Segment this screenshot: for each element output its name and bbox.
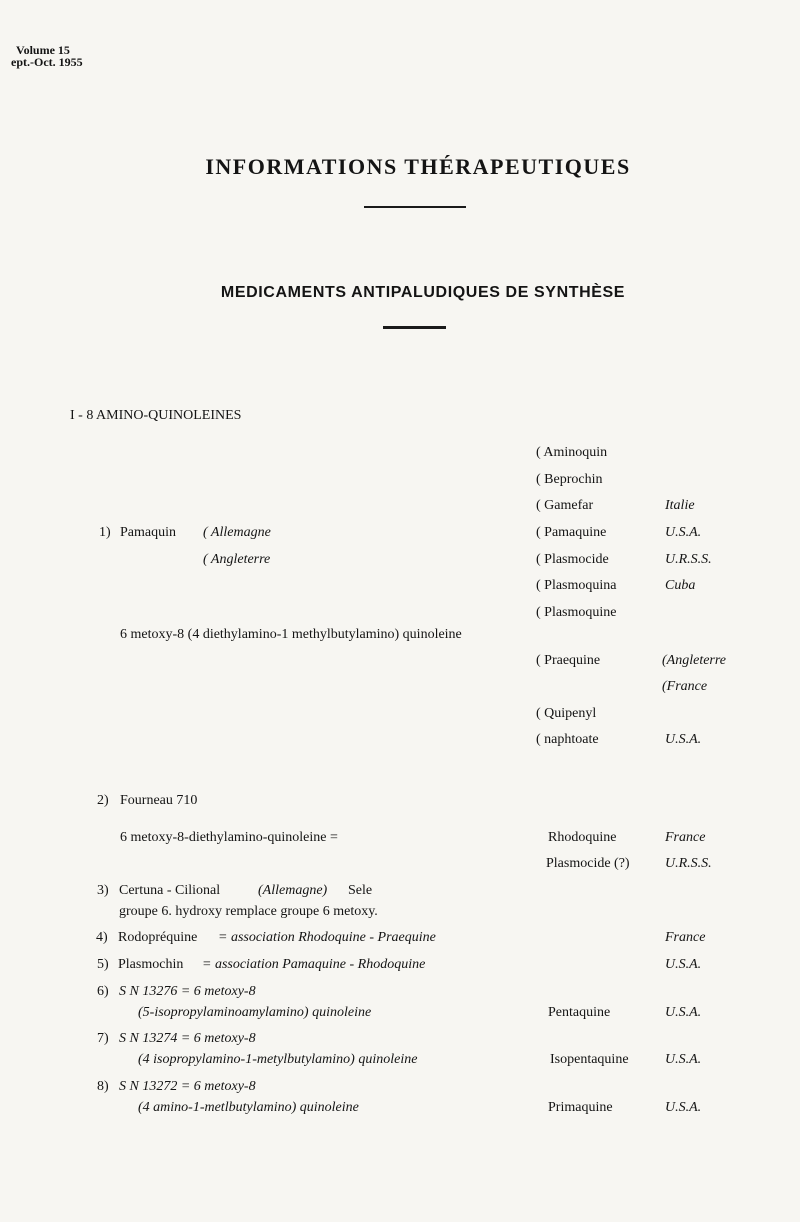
item-number: 8) bbox=[97, 1079, 109, 1094]
item-country: U.S.A. bbox=[665, 957, 702, 972]
item-formula: (5-isopropylaminoamylamino) quinoleine bbox=[138, 1005, 372, 1020]
page-subtitle: MEDICAMENTS ANTIPALUDIQUES DE SYNTHÈSE bbox=[220, 284, 626, 301]
item-formula: 6 metoxy-8-diethylamino-quinoleine = bbox=[120, 830, 338, 845]
item-name: Pamaquin bbox=[120, 525, 176, 540]
item-number: 5) bbox=[97, 957, 109, 972]
item-origin: ( Allemagne bbox=[203, 525, 271, 540]
item-code: S N 13274 = 6 metoxy-8 bbox=[119, 1031, 256, 1046]
item-extra: Sele bbox=[348, 883, 373, 898]
item-origin: ( Angleterre bbox=[203, 552, 271, 567]
item-description: = association Rhodoquine - Praequine bbox=[218, 930, 436, 945]
product-country: U.S.A. bbox=[665, 1100, 702, 1115]
subtitle-divider bbox=[383, 326, 446, 329]
synonym-country: (Angleterre bbox=[662, 653, 727, 668]
item-code: S N 13272 = 6 metoxy-8 bbox=[119, 1079, 256, 1094]
item-number: 7) bbox=[97, 1031, 109, 1046]
product-country: France bbox=[665, 830, 706, 845]
item-country: France bbox=[665, 930, 706, 945]
synonym-name: ( Plasmocide bbox=[536, 552, 609, 567]
item-number: 2) bbox=[97, 793, 109, 808]
synonym-country: U.S.A. bbox=[665, 732, 702, 747]
synonym-name: ( Plasmoquina bbox=[536, 578, 617, 593]
item-number: 3) bbox=[97, 883, 109, 898]
product-country: U.S.A. bbox=[665, 1005, 702, 1020]
item-code: S N 13276 = 6 metoxy-8 bbox=[119, 984, 256, 999]
synonym-country: Cuba bbox=[665, 578, 696, 593]
item-name: Certuna - Cilional bbox=[119, 883, 221, 898]
issue-label: ept.-Oct. 1955 bbox=[11, 55, 83, 69]
product-name: Rhodoquine bbox=[548, 830, 617, 845]
synonym-name: ( Beprochin bbox=[536, 472, 603, 487]
item-note: groupe 6. hydroxy remplace groupe 6 metoxy. bbox=[119, 904, 378, 919]
item-number: 4) bbox=[96, 930, 108, 945]
item-name: Fourneau 710 bbox=[120, 793, 198, 808]
synonym-name: ( Quipenyl bbox=[536, 706, 597, 721]
page-title: INFORMATIONS THÉRAPEUTIQUES bbox=[205, 154, 631, 179]
synonym-name: ( Aminoquin bbox=[536, 445, 608, 460]
synonym-name: ( Praequine bbox=[536, 653, 601, 668]
item-number: 6) bbox=[97, 984, 109, 999]
item-name: Rodopréquine bbox=[118, 930, 198, 945]
item-formula: (4 amino-1-metlbutylamino) quinoleine bbox=[138, 1100, 359, 1115]
synonym-country: (France bbox=[662, 679, 708, 694]
synonym-name: ( Gamefar bbox=[536, 498, 594, 513]
item-description: = association Pamaquine - Rhodoquine bbox=[202, 957, 426, 972]
section-heading: I - 8 AMINO-QUINOLEINES bbox=[70, 408, 242, 423]
synonym-name: ( Pamaquine bbox=[536, 525, 607, 540]
item-origin: (Allemagne) bbox=[258, 883, 328, 898]
item-name: Plasmochin bbox=[118, 957, 184, 972]
title-divider bbox=[364, 206, 466, 208]
item-formula: (4 isopropylamino-1-metylbutylamino) quinoleine bbox=[138, 1052, 418, 1067]
synonym-country: U.R.S.S. bbox=[665, 552, 712, 567]
product-country: U.S.A. bbox=[665, 1052, 702, 1067]
synonym-name: ( Plasmoquine bbox=[536, 605, 617, 620]
synonym-country: Italie bbox=[665, 498, 695, 513]
synonym-name: ( naphtoate bbox=[536, 732, 599, 747]
synonym-country: U.S.A. bbox=[665, 525, 702, 540]
item-number: 1) bbox=[99, 525, 111, 540]
product-country: U.R.S.S. bbox=[665, 856, 712, 871]
product-name: Isopentaquine bbox=[550, 1052, 629, 1067]
product-name: Plasmocide (?) bbox=[546, 856, 630, 871]
item-formula: 6 metoxy-8 (4 diethylamino-1 methylbutylamino) quinoleine bbox=[120, 627, 462, 642]
product-name: Pentaquine bbox=[548, 1005, 611, 1020]
product-name: Primaquine bbox=[548, 1100, 613, 1115]
volume-label: Volume 15 bbox=[16, 43, 70, 57]
